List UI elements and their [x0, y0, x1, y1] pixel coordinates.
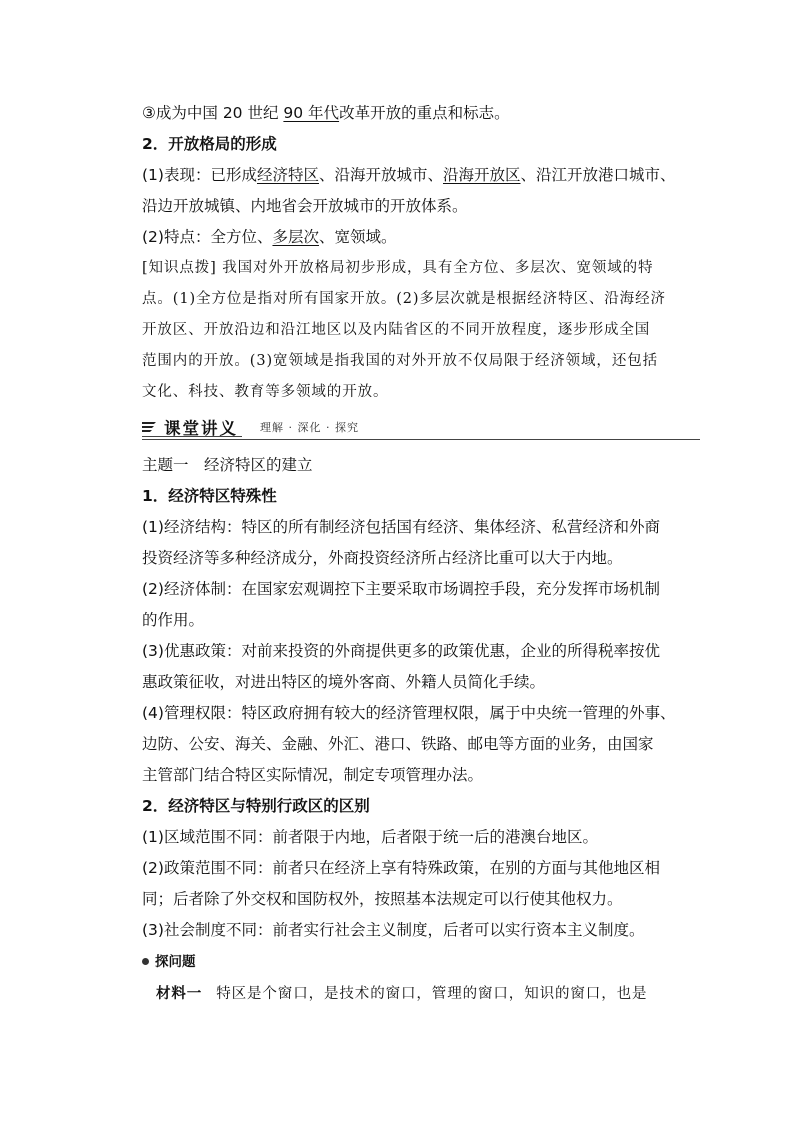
- material-text: 特区是个窗口，是技术的窗口，管理的窗口，知识的窗口，也是: [216, 986, 648, 1002]
- text-line: 惠政策征收，对进出特区的境外客商、外籍人员简化手续。: [142, 673, 546, 691]
- explore-label: 探问题: [155, 954, 196, 970]
- text-segment: 、沿海开放城市、: [318, 166, 443, 184]
- section-header: [142, 412, 702, 442]
- text-segment: (2)特点：全方位、: [142, 228, 273, 246]
- text-line: 沿边开放城镇、内地省会开放城市的开放体系。: [142, 197, 468, 215]
- tip-line: 文化、科技、教育等多领域的开放。: [142, 384, 389, 400]
- text-segment: (1)表现：已形成: [142, 166, 257, 184]
- text-line: 投资经济等多种经济成分，外商投资经济所占经济比重可以大于内地。: [142, 549, 623, 567]
- underlined-term: 多层次: [272, 228, 319, 246]
- topic-title: 主题一 经济特区的建立: [142, 456, 313, 474]
- subheading: 2．经济特区与特别行政区的区别: [142, 797, 370, 815]
- text-line: 的作用。: [142, 611, 205, 629]
- text-line: [142, 160, 702, 191]
- knowledge-tip: [142, 253, 702, 408]
- bullet-icon: [142, 958, 149, 965]
- tip-line: [知识点拨] 我国对外开放格局初步形成，具有全方位、多层次、宽领域的特: [142, 260, 654, 276]
- section-underline: [142, 436, 242, 437]
- text-line: (3)社会制度不同：前者实行社会主义制度，后者可以实行资本主义制度。: [142, 921, 645, 939]
- document-page: [142, 98, 702, 1010]
- underlined-term: 90 年代: [283, 104, 340, 122]
- text-segment: 改革开放的重点和标志。: [339, 104, 510, 122]
- tip-line: 范围内的开放。(3)宽领域是指我国的对外开放不仅局限于经济领域，还包括: [142, 353, 659, 369]
- text-line: (1)经济结构：特区的所有制经济包括国有经济、集体经济、私营经济和外商: [142, 518, 660, 536]
- explore-heading: [142, 946, 702, 978]
- text-segment: ③成为中国 20 世纪: [142, 104, 284, 122]
- material-label: 材料一: [156, 985, 203, 1002]
- text-line: (2)经济体制：在国家宏观调控下主要采取市场调控手段，充分发挥市场机制: [142, 580, 660, 598]
- subheading: 2．开放格局的形成: [142, 135, 277, 153]
- section-title: 课堂讲义: [164, 419, 238, 438]
- section-divider: [142, 439, 700, 440]
- tip-line: 开放区、开放沿边和沿江地区以及内陆省区的不同开放程度，逐步形成全国: [142, 322, 651, 338]
- text-line: [142, 222, 702, 253]
- text-line: [142, 98, 702, 129]
- text-line: (4)管理权限：特区政府拥有较大的经济管理权限，属于中央统一管理的外事、: [142, 704, 676, 722]
- subheading: 1．经济特区特殊性: [142, 487, 277, 505]
- text-line: (2)政策范围不同：前者只在经济上享有特殊政策，在别的方面与其他地区相: [142, 859, 660, 877]
- stripes-icon: [142, 418, 160, 436]
- text-segment: 、宽领域。: [318, 228, 397, 246]
- text-line: (3)优惠政策：对前来投资的外商提供更多的政策优惠，企业的所得税率按优: [142, 642, 660, 660]
- text-line: 主管部门结合特区实际情况，制定专项管理办法。: [142, 766, 484, 784]
- section-subtitle: 理解 · 深化 · 探究: [260, 421, 359, 434]
- underlined-term: 经济特区: [256, 166, 319, 184]
- text-line: (1)区域范围不同：前者限于内地，后者限于统一后的港澳台地区。: [142, 828, 598, 846]
- text-line: 同；后者除了外交权和国防权外，按照基本法规定可以行使其他权力。: [142, 890, 623, 908]
- tip-line: 点。(1)全方位是指对所有国家开放。(2)多层次就是根据经济特区、沿海经济: [142, 291, 666, 307]
- material-line: [142, 978, 702, 1010]
- underlined-term: 沿海开放区: [443, 166, 521, 184]
- text-segment: 、沿江开放港口城市、: [520, 166, 676, 184]
- text-line: 边防、公安、海关、金融、外汇、港口、铁路、邮电等方面的业务，由国家: [142, 735, 654, 753]
